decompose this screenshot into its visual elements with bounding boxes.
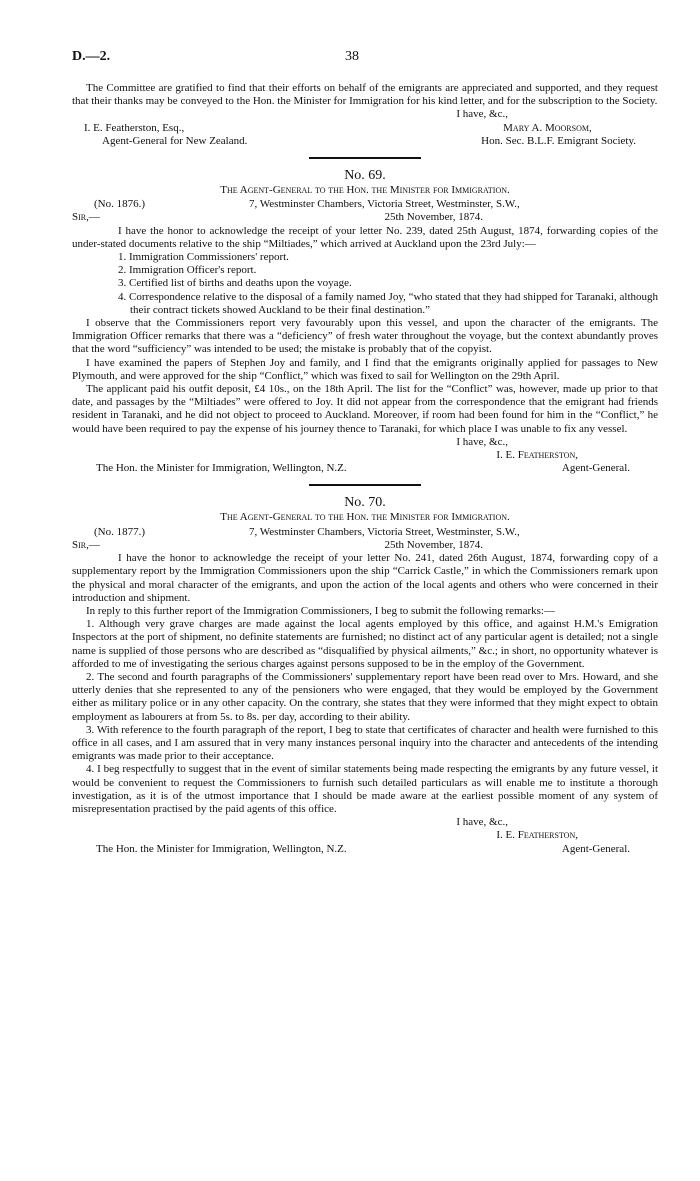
intro-addressee-name: I. E. Featherston, Esq., [84, 121, 185, 134]
letter-69-recipient: The Hon. the Minister for Immigration, Wellington, N.Z. [96, 462, 347, 475]
letter-70-address: 7, Westminster Chambers, Victoria Street, Westminster, S.W., [249, 525, 520, 538]
letter-69-paragraph-4: The applicant paid his outfit deposit, £4 10s., on the 18th April. The list for the “Conflict” was, however, made up prior to that date, and passages by the “Miltiades” were offered to Joy. It did not appear from the correspondence that the emigrant had friends resident in Taranaki, and he did not object to proceed to Auckland. Moreover, if room had been found for him in the “Conflict,” he would have been required to pay the expense of his journey thence to Taranaki, for which place I was unable to fix any vessel. [72, 383, 658, 435]
letter-69-address: 7, Westminster Chambers, Victoria Street, Westminster, S.W., [249, 198, 520, 211]
letter-69-paragraph-3: I have examined the papers of Stephen Joy and family, and I find that the emigrants originally applied for passages to New Plymouth, and were approved for the ship “Conflict,” which was fixed to sail for Wellington on the 29th April. [72, 356, 658, 382]
letter-69-paragraph-1: I have the honor to acknowledge the receipt of your letter No. 239, dated 25th August, 1874, forwarding copies of the under-stated documents relative to the ship “Miltiades,” which arrived at Auckland upon the 23rd July:— [72, 224, 658, 250]
intro-signer-title: Hon. Sec. B.L.F. Emigrant Society. [481, 134, 636, 147]
letter-69-enclosure-list [72, 251, 658, 317]
intro-signer-name: Mary A. Moorsom, [503, 121, 592, 134]
letter-70-salutation-row [72, 539, 658, 552]
letter-70-signer-name: I. E. Featherston, [496, 829, 578, 842]
letter-69-ref: (No. 1876.) [94, 198, 146, 211]
intro-signature-block [72, 122, 658, 148]
page-header [72, 50, 632, 66]
letter-70-salutation: Sir,— [72, 538, 100, 551]
page-number: 38 [345, 49, 359, 64]
letter-70-paragraph-2: In reply to this further report of the Immigration Commissioners, I beg to submit the following remarks:— [86, 604, 555, 617]
letter-69-ref-line [72, 198, 658, 211]
letter-69-salutation: Sir,— [72, 211, 100, 224]
letter-70-date: 25th November, 1874. [384, 538, 483, 551]
letter-70-footer-row [72, 843, 658, 856]
letter-69-signer-title: Agent-General. [561, 462, 630, 475]
letter-70-recipient: The Hon. the Minister for Immigration, Wellington, N.Z. [96, 842, 347, 855]
letter-70-closing: I have, &c., [456, 816, 508, 829]
letter-69-salutation-row [72, 211, 658, 224]
page-body [72, 82, 658, 856]
letter-69-closing: I have, &c., [456, 435, 508, 448]
letter-69-item-1: 1. Immigration Commissioners' report. [118, 251, 289, 264]
letter-69-date: 25th November, 1874. [384, 211, 483, 224]
letter-69-item-3: 3. Certified list of births and deaths upon the voyage. [118, 277, 352, 290]
letter-69-number: No. 69. [344, 168, 386, 184]
letter-69-item-4: 4. Correspondence relative to the disposal of a family named Joy, “who stated that they had shipped for Taranaki, although their contract tickets showed Auckland to be their final destination.” [118, 290, 658, 316]
letter-70-ref: (No. 1877.) [94, 525, 146, 538]
letter-70-paragraph-3: 1. Although very grave charges are made against the local agents employed by this office, and against H.M.'s Emigration Inspectors at the port of shipment, no definite statements are furnished; no distinct act of any particular agent is detailed; not a single name is supplied of those persons who are described as “disqualified by physical ailments,” &c.; in short, no opportunity whatever is afforded to me of investigating the serious charges against persons supposed to be in the employ of the Government. [72, 618, 658, 670]
letter-70-signer-title: Agent-General. [561, 842, 630, 855]
letter-70-ref-line [72, 526, 658, 539]
letter-70-paragraph-1: I have the honor to acknowledge the receipt of your letter No. 241, dated 26th August, 1874, forwarding copy of a supplementary report by the Immigration Commissioners upon the ship “Carrick Castle,” in which the Commissioners remark upon the physical and moral character of the emigrants, and upon the action of the local agents and others who were concerned in their introduction and shipment. [72, 552, 658, 604]
letter-69-footer-row [72, 462, 658, 475]
letter-69-heading: The Agent-General to the Hon. the Minister for Immigration. [220, 184, 510, 197]
letter-70-heading: The Agent-General to the Hon. the Minister for Immigration. [220, 511, 510, 524]
letter-70-paragraph-4: 2. The second and fourth paragraphs of the Commissioners' supplementary report have been read over to Mrs. Howard, and she utterly denies that she represented to any of the pensioners who were engaged, that they would be employed by the Government either as military police or in any other capacity. On the contrary, she states that they were informed that they might expect to obtain employment as labourers at from 5s. to 8s. per day, according to their ability. [72, 670, 658, 723]
letter-69-signer-name: I. E. Featherston, [496, 449, 578, 462]
letter-70-number: No. 70. [344, 495, 386, 511]
section-divider [309, 157, 421, 159]
letter-70-paragraph-5: 3. With reference to the fourth paragraph of the report, I beg to state that certificates of character and health were furnished to this office in all cases, and I am assured that in very many instances personal inquiry into the character and antecedents of the intending emigrants was made prior to their acceptance. [72, 723, 658, 763]
letter-69-item-2: 2. Immigration Officer's report. [118, 264, 257, 277]
letter-69-paragraph-2: I observe that the Commissioners report very favourably upon this vessel, and upon the character of the emigrants. The Immigration Officer remarks that there was a “deficiency” of fresh water throughout the voyage, but the context abundantly proves that the word “sufficiency” was intended to be used; the mistake is probably that of the copyist. [72, 317, 658, 356]
section-divider [309, 484, 421, 486]
document-code: D.—2. [72, 49, 111, 64]
letter-70-paragraph-6: 4. I beg respectfully to suggest that in the event of similar statements being made respecting the emigrants by any future vessel, it would be convenient to request the Commissioners to furnish such detailed particulars as will enable me to institute a thorough investigation, as it is of the utmost importance that I should be made aware at the earliest possible moment of any system of misrepresentation practised by the paid agents of this office. [72, 763, 658, 815]
intro-paragraph: The Committee are gratified to find that their efforts on behalf of the emigrants are appreciated and supported, and they request that their thanks may be conveyed to the Hon. the Minister for Immigration for his kind letter, and for the subscription to the Society. [72, 82, 658, 108]
intro-closing: I have, &c., [456, 108, 508, 121]
intro-addressee-title: Agent-General for New Zealand. [102, 134, 248, 147]
